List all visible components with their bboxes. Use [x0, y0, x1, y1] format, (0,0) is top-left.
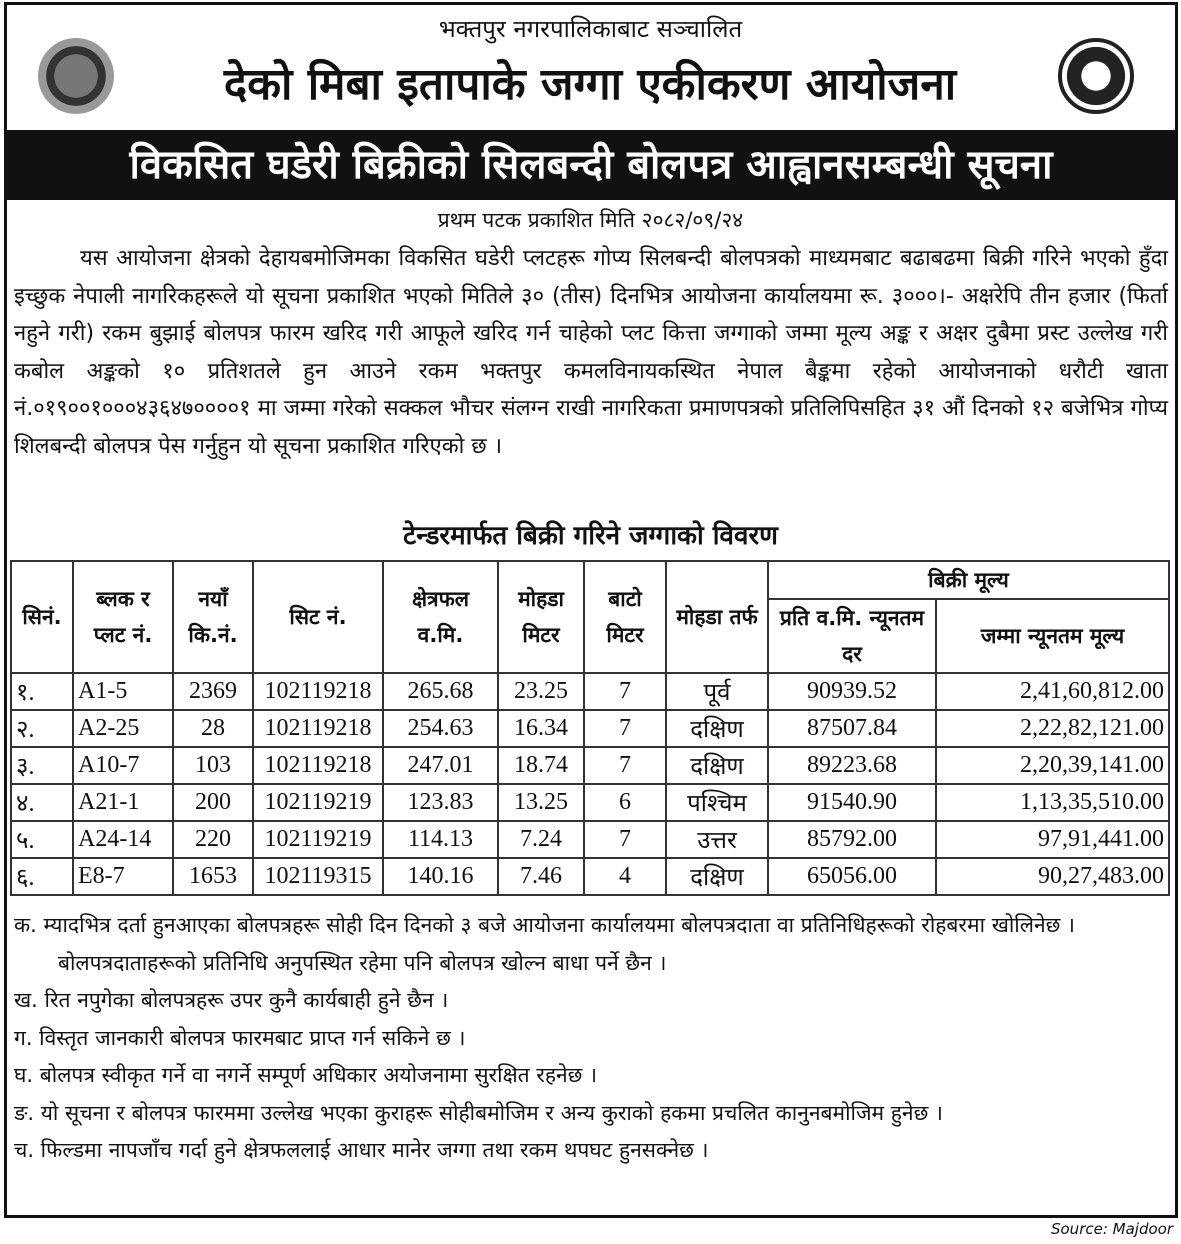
note-kha: ख. रित नपुगेका बोलपत्रहरू उपर कुनै कार्यबाही हुने छैन ।: [14, 988, 449, 1012]
cell-road: 7: [584, 710, 666, 747]
notes-list: [14, 907, 1164, 1170]
cell-total: 2,41,60,812.00: [936, 673, 1169, 710]
cell-area: 247.01: [383, 747, 498, 784]
cell-sheet: 102119219: [253, 821, 383, 858]
cell-kitta: 28: [173, 710, 253, 747]
note-ga: ग. विस्तृत जानकारी बोलपत्र फारमबाट प्राप्त गर्न सकिने छ ।: [14, 1025, 466, 1050]
cell-block: A2-25: [73, 710, 173, 747]
cell-area: 265.68: [383, 673, 498, 710]
cell-block: E8-7: [73, 858, 173, 895]
col-sn: सिनं.: [11, 561, 73, 673]
subheading: भक्तपुर नगरपालिकाबाट सञ्चालित: [438, 15, 743, 43]
table-row: [11, 710, 1169, 747]
cell-road: 7: [584, 821, 666, 858]
nepal-emblem-logo: [38, 38, 114, 114]
cell-sheet: 102119219: [253, 784, 383, 821]
cell-kitta: 103: [173, 747, 253, 784]
cell-sheet: 102119315: [253, 858, 383, 895]
cell-sn: ६.: [11, 858, 73, 895]
cell-kitta: 200: [173, 784, 253, 821]
cell-frontage: 7.24: [498, 821, 584, 858]
table-row: [11, 821, 1169, 858]
cell-frontage: 16.34: [498, 710, 584, 747]
table-row: [11, 784, 1169, 821]
note-gha: घ. बोलपत्र स्वीकृत गर्ने वा नगर्ने सम्पूर्ण अधिकार अयोजनामा सुरक्षित रहनेछ ।: [14, 1063, 598, 1087]
col-block: ब्लक र प्लट नं.: [73, 561, 173, 673]
cell-road: 6: [584, 784, 666, 821]
cell-sn: २.: [11, 710, 73, 747]
cell-sn: ३.: [11, 747, 73, 784]
cell-rate: 89223.68: [768, 747, 936, 784]
cell-area: 140.16: [383, 858, 498, 895]
cell-kitta: 1653: [173, 858, 253, 895]
cell-facing: उत्तर: [666, 821, 768, 858]
cell-sheet: 102119218: [253, 747, 383, 784]
cell-total: 2,22,82,121.00: [936, 710, 1169, 747]
cell-sheet: 102119218: [253, 710, 383, 747]
col-total: जम्मा न्यूनतम मूल्य: [936, 599, 1169, 673]
table-row: [11, 858, 1169, 895]
cell-sn: ४.: [11, 784, 73, 821]
cell-frontage: 13.25: [498, 784, 584, 821]
cell-sn: ५.: [11, 821, 73, 858]
cell-block: A21-1: [73, 784, 173, 821]
cell-block: A1-5: [73, 673, 173, 710]
publish-date: प्रथम पटक प्रकाशित मिति २०८२/०९/२४: [437, 208, 744, 232]
project-title: देको मिबा इतापाके जग्गा एकीकरण आयोजना: [223, 59, 957, 110]
cell-total: 90,27,483.00: [936, 858, 1169, 895]
col-frontage: मोहडा मिटर: [498, 561, 584, 673]
notice-banner: विकसित घडेरी बिक्रीको सिलबन्दी बोलपत्र आह्वानसम्बन्धी सूचना: [7, 130, 1175, 200]
source-credit: Source: Majdoor: [1050, 1220, 1173, 1238]
cell-road: 7: [584, 673, 666, 710]
cell-rate: 85792.00: [768, 821, 936, 858]
notice-paragraph: यस आयोजना क्षेत्रको देहायबमोजिमका विकसित घडेरी प्लटहरू गोप्य सिलबन्दी बोलपत्रको माध्यमबाट बढाबढमा बिक्री गरिने भएको हुँदा इच्छुक नेपाली नागरिकहरूले यो सूचना प्रकाशित भएको मितिले ३० (तीस) दिनभित्र आयोजना कार्यालयमा रू. ३०००।- अक्षरेपि तीन हजार (फिर्ता नहुने गरी) रकम बुझाई बोलपत्र फारम खरिद गरी आफूले खरिद गर्न चाहेको प्लट कित्ता जग्गाको जम्मा मूल्य अङ्क र अक्षर दुबैमा प्रस्ट उल्लेख गरी कबोल अङ्कको १० प्रतिशतले हुन आउने रकम भक्तपुर कमलविनायकस्थित नेपाल बैङ्कमा रहेको आयोजनाको धरौटी खाता नं.०१९००१०००४३६४७००००१ मा जम्मा गरेको सक्कल भौचर संलग्न राखी नागरिकता प्रमाणपत्रको प्रतिलिपिसहित ३१ औं दिनको १२ बजेभित्र गोप्य शिलबन्दी बोलपत्र पेस गर्नुहुन यो सूचना प्रकाशित गरिएको छ ।: [14, 246, 1168, 459]
cell-facing: दक्षिण: [666, 710, 768, 747]
cell-kitta: 2369: [173, 673, 253, 710]
cell-rate: 65056.00: [768, 858, 936, 895]
col-road: बाटो मिटर: [584, 561, 666, 673]
cell-facing: पूर्व: [666, 673, 768, 710]
cell-total: 2,20,39,141.00: [936, 747, 1169, 784]
cell-block: A24-14: [73, 821, 173, 858]
cell-frontage: 23.25: [498, 673, 584, 710]
cell-area: 123.83: [383, 784, 498, 821]
plot-table: [10, 560, 1170, 896]
col-kitta: नयाँ कि.नं.: [173, 561, 253, 673]
cell-total: 1,13,35,510.00: [936, 784, 1169, 821]
cell-rate: 90939.52: [768, 673, 936, 710]
bhaktapur-municipality-logo: [1058, 38, 1134, 114]
col-area: क्षेत्रफल व.मि.: [383, 561, 498, 673]
cell-block: A10-7: [73, 747, 173, 784]
note-cha: च. फिल्डमा नापजाँच गर्दा हुने क्षेत्रफललाई आधार मानेर जग्गा तथा रकम थपघट हुनसक्नेछ ।: [14, 1138, 709, 1162]
cell-sn: १.: [11, 673, 73, 710]
col-price-group: बिक्री मूल्य: [768, 561, 1169, 599]
cell-area: 254.63: [383, 710, 498, 747]
table-title: टेन्डरमार्फत बिक्री गरिने जग्गाको विवरण: [403, 521, 778, 551]
cell-frontage: 7.46: [498, 858, 584, 895]
cell-area: 114.13: [383, 821, 498, 858]
table-row: [11, 747, 1169, 784]
note-nga: ङ. यो सूचना र बोलपत्र फारममा उल्लेख भएका कुराहरू सोहीबमोजिम र अन्य कुराको हकमा प्रचलित कानुनबमोजिम हुनेछ ।: [14, 1100, 943, 1125]
cell-road: 4: [584, 858, 666, 895]
cell-rate: 91540.90: [768, 784, 936, 821]
cell-kitta: 220: [173, 821, 253, 858]
cell-facing: दक्षिण: [666, 747, 768, 784]
table-row: [11, 673, 1169, 710]
cell-facing: पश्चिम: [666, 784, 768, 821]
cell-total: 97,91,441.00: [936, 821, 1169, 858]
col-sheet: सिट नं.: [253, 561, 383, 673]
cell-facing: दक्षिण: [666, 858, 768, 895]
col-facing: मोहडा तर्फ: [666, 561, 768, 673]
col-rate: प्रति व.मि. न्यूनतम दर: [768, 599, 936, 673]
cell-rate: 87507.84: [768, 710, 936, 747]
cell-sheet: 102119218: [253, 673, 383, 710]
cell-road: 7: [584, 747, 666, 784]
note-ka: क. म्यादभित्र दर्ता हुनआएका बोलपत्रहरू सोही दिन दिनको ३ बजे आयोजना कार्यालयमा बोलपत्रदाता वा प्रतिनिधिहरूको रोहबरमा खोलिनेछ । बोलपत्रदाताहरूको प्रतिनिधि अनुपस्थित रहेमा पनि बोलपत्र खोल्न बाधा पर्ने छैन ।: [14, 913, 1075, 975]
cell-frontage: 18.74: [498, 747, 584, 784]
